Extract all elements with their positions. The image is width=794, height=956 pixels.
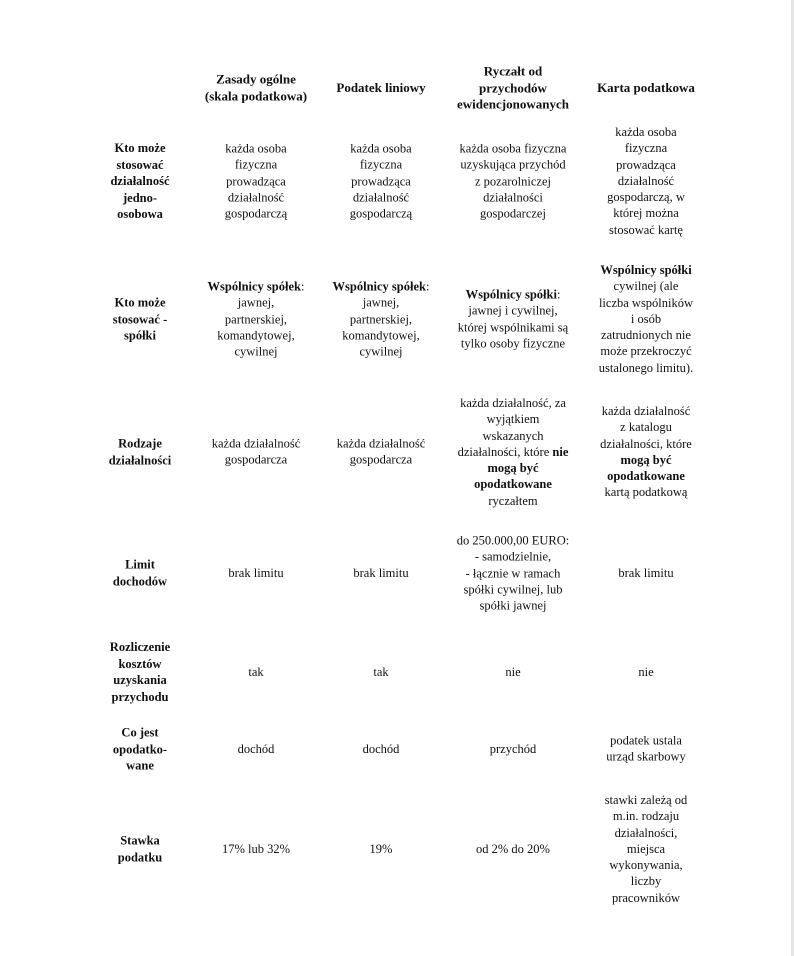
cell-text: nie bbox=[505, 664, 521, 679]
cell-text: której wspólnikami są bbox=[457, 320, 569, 334]
row-label-line: Kto może bbox=[114, 140, 166, 155]
cell-line bbox=[466, 286, 561, 302]
cell-text: brak limitu bbox=[618, 565, 674, 580]
row-label-line: Limit bbox=[125, 557, 155, 572]
column-header bbox=[319, 80, 444, 97]
table-cell bbox=[186, 436, 326, 469]
cell-text: prowadząca bbox=[226, 173, 286, 188]
cell-text: każda osoba bbox=[615, 124, 677, 139]
table-cell bbox=[433, 841, 593, 857]
row-label-line: podatku bbox=[117, 850, 163, 864]
row-label bbox=[95, 436, 185, 469]
column-header bbox=[186, 72, 326, 105]
cell-text: działalność bbox=[617, 173, 675, 188]
cell-text: : bbox=[300, 279, 305, 294]
cell-text: od 2% do 20% bbox=[476, 841, 550, 856]
cell-line bbox=[360, 157, 402, 173]
row-label-line: działalność bbox=[110, 173, 170, 188]
table-cell bbox=[319, 741, 444, 757]
cell-text: wykonywania, bbox=[609, 858, 683, 873]
cell-line bbox=[487, 411, 540, 427]
row-label bbox=[95, 557, 185, 590]
cell-line bbox=[599, 295, 693, 311]
table-cell bbox=[576, 733, 716, 766]
table-cell bbox=[186, 140, 326, 221]
cell-text: Wspólnicy spółki bbox=[600, 262, 692, 277]
table-cell bbox=[433, 286, 593, 351]
row-label bbox=[95, 724, 185, 774]
cell-text: Wspólnicy spółki bbox=[465, 287, 557, 302]
cell-line bbox=[505, 664, 520, 680]
cell-text: 19% bbox=[369, 841, 393, 856]
cell-text: zatrudnionych nie bbox=[601, 328, 691, 343]
cell-text: urząd skarbowy bbox=[606, 750, 686, 764]
cell-line bbox=[212, 436, 301, 452]
cell-text: prowadząca bbox=[616, 157, 676, 172]
column-header-line: przychodów bbox=[479, 79, 547, 95]
cell-line bbox=[475, 549, 551, 565]
cell-text: : bbox=[425, 279, 430, 294]
cell-text: brak limitu bbox=[228, 565, 284, 580]
cell-line bbox=[625, 140, 667, 156]
cell-text: komandytowej, bbox=[217, 328, 295, 343]
cell-line bbox=[353, 189, 409, 205]
cell-line bbox=[222, 841, 290, 857]
cell-text: - samodzielnie, bbox=[474, 549, 552, 564]
row-label-line: Stawka bbox=[120, 833, 160, 848]
cell-line bbox=[225, 205, 287, 221]
cell-text: działalności, bbox=[614, 825, 678, 840]
cell-text: opodatkowane bbox=[607, 469, 685, 484]
cell-text: z katalogu bbox=[620, 420, 672, 435]
cell-text: spółki cywilnej, lub bbox=[463, 582, 563, 597]
cell-text: może przekroczyć bbox=[600, 344, 692, 359]
cell-line bbox=[612, 890, 680, 906]
cell-text: działalności, które bbox=[600, 436, 692, 451]
row-label-line: przychodu bbox=[111, 689, 169, 704]
cell-text: każda osoba fizyczna bbox=[459, 141, 567, 156]
cell-line bbox=[225, 140, 286, 156]
row-label-line: dochodów bbox=[112, 574, 168, 588]
cell-line bbox=[479, 597, 546, 613]
cell-text: wskazanych bbox=[482, 428, 544, 443]
cell-text: każda osoba bbox=[225, 141, 287, 156]
row-label-line: Rozliczenie bbox=[109, 640, 171, 654]
table-cell bbox=[186, 741, 326, 757]
cell-line bbox=[350, 311, 412, 327]
row-label-line: działalności bbox=[108, 453, 172, 467]
cell-text: miejsca bbox=[626, 841, 666, 856]
cell-text: cywilnej bbox=[234, 344, 278, 359]
cell-text: tak bbox=[248, 664, 264, 679]
column-header-line: Karta podatkowa bbox=[597, 79, 695, 95]
cell-text: - łącznie w ramach bbox=[465, 565, 561, 580]
cell-line bbox=[476, 841, 550, 857]
cell-line bbox=[620, 452, 671, 468]
cell-text: m.in. rodzaju bbox=[612, 809, 680, 824]
table-cell bbox=[186, 278, 326, 359]
cell-line bbox=[461, 335, 565, 351]
cell-text: fizyczna bbox=[234, 157, 278, 172]
cell-text: dochód bbox=[362, 741, 400, 756]
cell-line bbox=[468, 303, 557, 319]
table-cell bbox=[576, 565, 716, 581]
row-label-line: stosować bbox=[116, 157, 164, 172]
cell-line bbox=[457, 532, 570, 548]
cell-text: dochód bbox=[237, 741, 275, 756]
cell-text: działalność bbox=[227, 190, 285, 205]
cell-line bbox=[600, 436, 692, 452]
cell-text: z pozarolniczej bbox=[475, 173, 551, 188]
cell-text: liczby bbox=[630, 874, 662, 889]
cell-text: stawki zależą od bbox=[604, 792, 688, 807]
row-label-line: spółki bbox=[124, 328, 156, 343]
cell-line bbox=[599, 360, 693, 376]
row-label-line: stosować - bbox=[112, 311, 168, 326]
cell-text: tak bbox=[373, 664, 389, 679]
cell-text: cywilnej (ale bbox=[613, 279, 679, 294]
cell-line bbox=[460, 395, 566, 411]
cell-line bbox=[480, 205, 546, 221]
cell-line bbox=[234, 343, 277, 359]
cell-text: 17% lub 32% bbox=[221, 841, 291, 856]
cell-text: liczba wspólników bbox=[598, 295, 694, 310]
cell-text: partnerskiej, bbox=[349, 311, 413, 326]
cell-line bbox=[464, 581, 563, 597]
cell-text: fizyczna bbox=[359, 157, 403, 172]
cell-text: stosować kartę bbox=[609, 222, 683, 237]
cell-line bbox=[615, 825, 678, 841]
cell-text: działalności bbox=[483, 190, 543, 205]
row-label-line: Co jest bbox=[121, 725, 159, 740]
cell-line bbox=[488, 493, 537, 509]
cell-text: uzyskująca przychód bbox=[460, 157, 566, 172]
table-cell bbox=[433, 395, 593, 509]
cell-text: tylko osoby fizyczne bbox=[460, 336, 566, 351]
cell-text: mogą być bbox=[620, 453, 672, 467]
cell-text: każda działalność, za bbox=[460, 395, 566, 410]
cell-line bbox=[483, 189, 543, 205]
cell-text: cywilnej bbox=[359, 344, 403, 359]
cell-text: prowadząca bbox=[351, 173, 411, 188]
cell-line bbox=[359, 343, 402, 359]
cell-line bbox=[474, 476, 552, 492]
cell-text: pracowników bbox=[611, 890, 681, 905]
cell-text: wyjątkiem bbox=[486, 412, 540, 427]
column-header-line: Podatek liniowy bbox=[336, 79, 426, 95]
cell-text: gospodarczą bbox=[349, 206, 413, 221]
cell-text: każda działalność bbox=[336, 436, 426, 451]
cell-line bbox=[490, 741, 537, 757]
cell-text: : bbox=[556, 287, 561, 302]
cell-line bbox=[238, 741, 275, 757]
cell-line bbox=[337, 436, 426, 452]
cell-line bbox=[609, 222, 683, 238]
cell-line bbox=[638, 664, 653, 680]
cell-line bbox=[482, 428, 543, 444]
cell-line bbox=[208, 278, 305, 294]
table-cell bbox=[319, 278, 444, 359]
table-cell bbox=[186, 664, 326, 680]
cell-line bbox=[602, 403, 691, 419]
cell-text: podatek ustala bbox=[610, 733, 682, 748]
cell-line bbox=[226, 173, 286, 189]
cell-text: jawnej, bbox=[237, 295, 275, 310]
table-cell bbox=[319, 436, 444, 469]
table-cell bbox=[186, 565, 326, 581]
cell-line bbox=[475, 173, 551, 189]
table-cell bbox=[319, 664, 444, 680]
cell-line bbox=[627, 841, 665, 857]
table-cell bbox=[433, 664, 593, 680]
row-label-line: jedno- bbox=[122, 190, 158, 205]
table-cell bbox=[576, 664, 716, 680]
table-cell bbox=[576, 792, 716, 906]
cell-line bbox=[350, 205, 412, 221]
cell-text: partnerskiej, bbox=[224, 311, 288, 326]
cell-text: mogą być bbox=[487, 461, 539, 476]
cell-text: gospodarczej bbox=[480, 206, 546, 221]
table-cell bbox=[433, 532, 593, 613]
cell-text: Wspólnicy spółek bbox=[332, 279, 426, 294]
row-label-line: kosztów bbox=[118, 656, 162, 671]
cell-line bbox=[601, 327, 691, 343]
cell-text: każda osoba bbox=[350, 141, 412, 156]
table-cell bbox=[433, 741, 593, 757]
cell-line bbox=[609, 857, 682, 873]
cell-line bbox=[373, 664, 388, 680]
table-cell bbox=[576, 262, 716, 376]
cell-line bbox=[607, 468, 685, 484]
cell-line bbox=[350, 452, 412, 468]
row-label bbox=[95, 833, 185, 866]
cell-line bbox=[466, 565, 561, 581]
row-label-line: Kto może bbox=[114, 295, 166, 310]
cell-text: gospodarczą bbox=[224, 206, 288, 221]
cell-line bbox=[600, 343, 691, 359]
cell-text: kartą podatkową bbox=[604, 485, 688, 500]
cell-text: komandytowej, bbox=[342, 328, 420, 343]
cell-line bbox=[238, 295, 274, 311]
cell-line bbox=[605, 485, 688, 501]
cell-line bbox=[487, 460, 538, 476]
cell-line bbox=[353, 565, 408, 581]
cell-text: przychód bbox=[489, 741, 537, 756]
cell-text: fizyczna bbox=[624, 141, 668, 156]
row-label-line: wane bbox=[126, 758, 154, 773]
cell-text: spółki jawnej bbox=[479, 598, 547, 613]
cell-line bbox=[458, 444, 569, 460]
row-label bbox=[95, 140, 185, 223]
cell-text: nie bbox=[552, 444, 569, 459]
cell-line bbox=[607, 189, 685, 205]
table-cell bbox=[186, 841, 326, 857]
cell-line bbox=[600, 262, 691, 278]
cell-text: brak limitu bbox=[353, 565, 409, 580]
cell-text: ryczałtem bbox=[488, 493, 538, 508]
cell-text: nie bbox=[638, 664, 654, 679]
cell-text: działalności, które bbox=[457, 444, 553, 459]
row-label-line: Rodzaje bbox=[118, 436, 162, 451]
table-cell bbox=[319, 140, 444, 221]
cell-line bbox=[228, 189, 284, 205]
cell-line bbox=[610, 733, 682, 749]
column-header-line: Zasady ogólne bbox=[216, 71, 296, 87]
cell-text: każda działalność bbox=[211, 436, 301, 451]
cell-line bbox=[350, 140, 411, 156]
cell-line bbox=[618, 565, 673, 581]
cell-line bbox=[613, 808, 679, 824]
cell-line bbox=[613, 205, 679, 221]
cell-line bbox=[616, 157, 676, 173]
cell-line bbox=[225, 452, 287, 468]
cell-line bbox=[620, 419, 672, 435]
cell-line bbox=[235, 157, 277, 173]
cell-text: gospodarcza bbox=[349, 453, 413, 467]
cell-text: jawnej i cywilnej, bbox=[468, 303, 558, 318]
cell-line bbox=[217, 327, 294, 343]
column-header-line: ewidencjonowanych bbox=[457, 96, 569, 112]
cell-line bbox=[458, 319, 568, 335]
cell-line bbox=[631, 311, 661, 327]
table-cell bbox=[576, 124, 716, 238]
cell-text: której można bbox=[613, 206, 679, 221]
cell-line bbox=[460, 140, 567, 156]
cell-line bbox=[248, 664, 263, 680]
cell-text: ustalonego limitu). bbox=[598, 360, 694, 375]
column-header bbox=[433, 63, 593, 113]
table-cell bbox=[319, 565, 444, 581]
cell-line bbox=[333, 278, 430, 294]
cell-line bbox=[363, 741, 400, 757]
cell-line bbox=[228, 565, 283, 581]
table-cell bbox=[576, 403, 716, 501]
cell-text: do 250.000,00 EURO: bbox=[456, 533, 570, 548]
row-label bbox=[95, 294, 185, 344]
cell-text: jawnej, bbox=[362, 295, 400, 310]
cell-text: gospodarczą, w bbox=[607, 190, 685, 205]
cell-line bbox=[614, 278, 679, 294]
cell-line bbox=[606, 749, 686, 765]
column-header-line: (skala podatkowa) bbox=[204, 88, 308, 103]
row-label-line: osobowa bbox=[117, 206, 163, 221]
cell-line bbox=[342, 327, 419, 343]
cell-line bbox=[363, 295, 399, 311]
cell-line bbox=[618, 173, 674, 189]
cell-line bbox=[460, 157, 565, 173]
cell-line bbox=[631, 873, 662, 889]
column-header-line: Ryczałt od bbox=[483, 63, 543, 79]
cell-text: i osób bbox=[630, 311, 662, 326]
row-label-line: opodatko- bbox=[112, 741, 168, 756]
column-header bbox=[576, 80, 716, 97]
table-cell bbox=[319, 841, 444, 857]
cell-line bbox=[351, 173, 411, 189]
cell-line bbox=[615, 124, 676, 140]
cell-text: każda działalność bbox=[601, 404, 691, 419]
cell-line bbox=[370, 841, 393, 857]
table-cell bbox=[433, 140, 593, 221]
row-label-line: uzyskania bbox=[113, 673, 167, 687]
row-label bbox=[95, 639, 185, 705]
cell-line bbox=[605, 792, 688, 808]
cell-line bbox=[225, 311, 287, 327]
cell-text: Wspólnicy spółek bbox=[207, 279, 301, 294]
cell-text: gospodarcza bbox=[224, 453, 288, 467]
cell-text: działalność bbox=[352, 190, 410, 205]
cell-text: opodatkowane bbox=[474, 477, 552, 492]
